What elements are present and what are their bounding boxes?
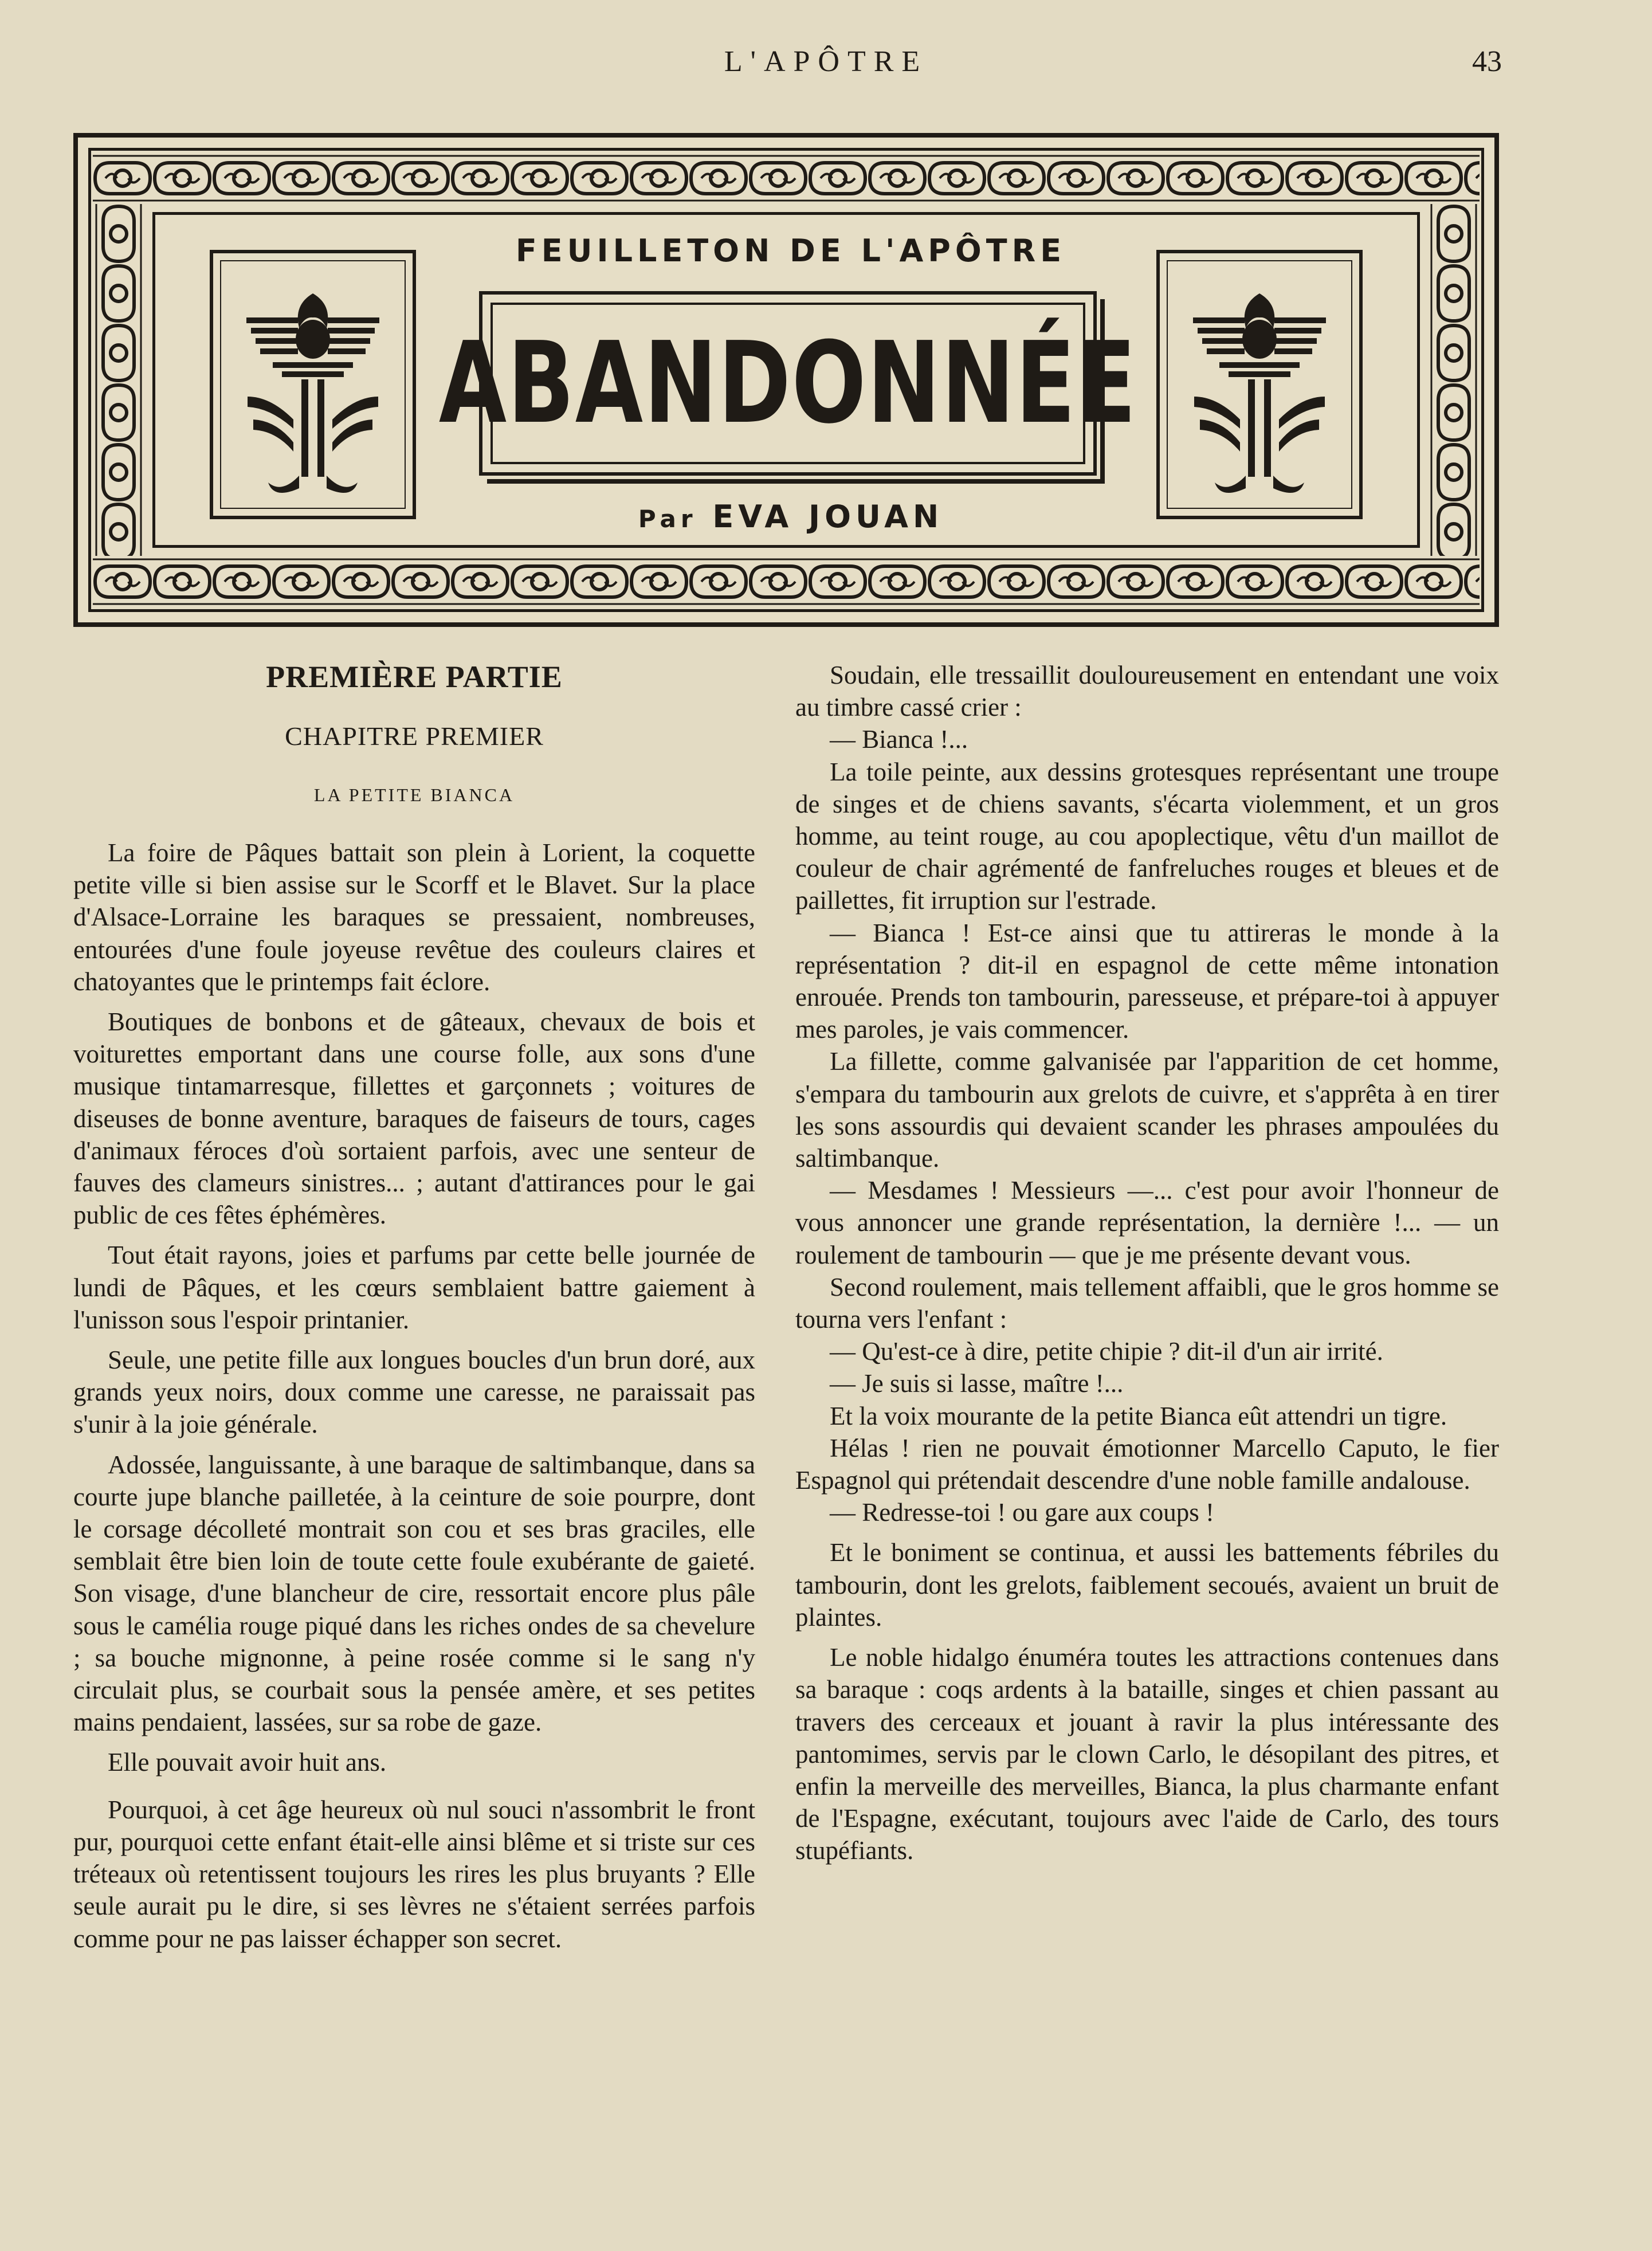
right-column [795,659,1499,1867]
running-title: L'APÔTRE [724,45,928,78]
serial-title: ABANDONNÉE [438,318,1137,449]
paragraph: Tout était rayons, joies et parfums par cette belle journée de lundi de Pâques, et les cœurs semblaient battre gaiement à l'unisson sous l'espoir printanier. [73,1241,755,1334]
stylized-flower-icon [1160,253,1359,516]
chain-border-bottom [93,556,1480,607]
byline-prefix: Par [638,505,697,533]
paragraph: Second roulement, mais tellement affaibli, que le gros homme se tourna vers l'enfant : [795,1272,1499,1334]
part-heading: PREMIÈRE PARTIE [266,660,563,694]
paragraph: Soudain, elle tressaillit douloureusement en entendant une voix au timbre cassé crier : [795,661,1499,722]
byline [78,499,1504,535]
feuilleton-kicker: FEUILLETON DE L'APÔTRE [515,233,1066,269]
paragraph: Seule, une petite fille aux longues boucles d'un brun doré, aux grands yeux noirs, doux comme une caresse, ne paraissait pas s'unir à la joie générale. [73,1346,755,1439]
title-box [438,291,1137,476]
feuilleton-banner [73,133,1499,627]
paragraph: Boutiques de bonbons et de gâteaux, chevaux de bois et voiturettes emportant dans une course folle, aux sons d'une musique tintamarresque, fillettes et garçonnets ; voitures de diseuses de bonne aventure, baraques de faiseurs de tours, cages d'animaux féroces d'où sortaient parfois, avec une senteur de fauves des clameurs sinistres... ; autant d'attirances pour le gai public de ces fêtes éphémères. [73,1007,755,1230]
chapter-heading: CHAPITRE PREMIER [285,721,544,751]
paragraph: Et le boniment se continua, et aussi les battements fébriles du tambourin, dont les grelots, faiblement secoués, avaient un bruit de plaintes. [795,1538,1499,1632]
paragraph: Hélas ! rien ne pouvait émotionner Marcello Caputo, le fier Espagnol qui prétendait descendre d'une noble famille andalouse. [795,1433,1499,1495]
paragraph: — Bianca !... [830,725,968,754]
running-header [0,41,1652,87]
paragraph: Pourquoi, à cet âge heureux où nul souci n'assombrit le front pur, pourquoi cette enfant était-elle ainsi blême et si triste sur ces tréteaux où retentissent toujours les rires les plus bruyants ? Elle seule aurait pu le dire, si ses lèvres ne s'étaient serrées parfois comme pour ne pas laisser échapper son secret. [73,1795,755,1953]
paragraph: Elle pouvait avoir huit ans. [108,1748,387,1777]
flower-ornament-left [210,250,416,519]
paragraph: La toile peinte, aux dessins grotesques représentant une troupe de singes et de chiens savants, s'écarta violemment, et un gros homme, au teint rouge, au cou apoplectique, vêtu d'un maillot de couleur de chair agrémenté de fanfreluches rouges et bleues et de paillettes, fit irruption sur l'estrade. [795,757,1499,915]
paragraph: — Qu'est-ce à dire, petite chipie ? dit-il d'un air irrité. [830,1337,1383,1366]
stylized-flower-icon [213,253,413,516]
chapter-subtitle: LA PETITE BIANCA [313,785,515,805]
paragraph: Et la voix mourante de la petite Bianca eût attendri un tigre. [830,1401,1447,1430]
byline-author: EVA JOUAN [712,499,944,535]
page-number: 43 [1472,45,1502,78]
paragraph: — Je suis si lasse, maître !... [830,1369,1124,1398]
chain-border-top [93,152,1480,204]
left-column [73,659,755,1955]
paragraph: — Bianca ! Est-ce ainsi que tu attireras le monde à la représentation ? dit-il en espagnol de cette même intonation enrouée. Prends ton tambourin, paresseuse, et prépare-toi à appuyer mes paroles, je vais commencer. [795,918,1499,1044]
paragraph: Le noble hidalgo énuméra toutes les attractions contenues dans sa baraque : coqs ardents à la bataille, singes et chien passant au travers des cerceaux et jouant à ravir la plus intéressante des pantomimes, servis par le clown Carlo, le désopilant des pitres, et enfin la merveille des merveilles, Bianca, la plus charmante enfant de l'Espagne, exécutant, toujours avec l'aide de Carlo, des tours stupéfiants. [795,1643,1499,1865]
paragraph: — Redresse-toi ! ou gare aux coups ! [830,1498,1215,1527]
paragraph: Adossée, languissante, à une baraque de saltimbanque, dans sa courte jupe blanche pailletée, à la ceinture de soie pourpre, dont le corsage décolleté montrait son cou et ses bras graciles, elle semblait être bien loin de toute cette foule exubérante de gaieté. Son visage, d'une blancheur de cire, ressortait encore plus pâle sous le camélia rouge piqué dans les riches ondes de sa chevelure ; sa bouche mignonne, à peine rosée comme si le sang n'y circulait plus, se courbait sous la pensée amère, et ses petites mains pendaient, lassées, sur sa robe de gaze. [73,1450,755,1737]
paragraph: La foire de Pâques battait son plein à Lorient, la coquette petite ville si bien assise sur le Scorff et le Blavet. Sur la place d'Alsace-Lorraine les baraques se pressaient, nombreuses, entourées d'une foule joyeuse revêtue des couleurs claires et chatoyantes que le printemps fait éclore. [73,838,755,996]
flower-ornament-right [1156,250,1363,519]
paragraph: La fillette, comme galvanisée par l'apparition de cet homme, s'empara du tambourin aux grelots de cuivre, et s'apprêta à en tirer les sons assourdis qui devaient scander les phrases ampoulées du saltimbanque. [795,1047,1499,1173]
paragraph: — Mesdames ! Messieurs —... c'est pour avoir l'honneur de vous annoncer une grande représentation, la dernière !... — un roulement de tambourin — que je me présente devant vous. [795,1176,1499,1269]
